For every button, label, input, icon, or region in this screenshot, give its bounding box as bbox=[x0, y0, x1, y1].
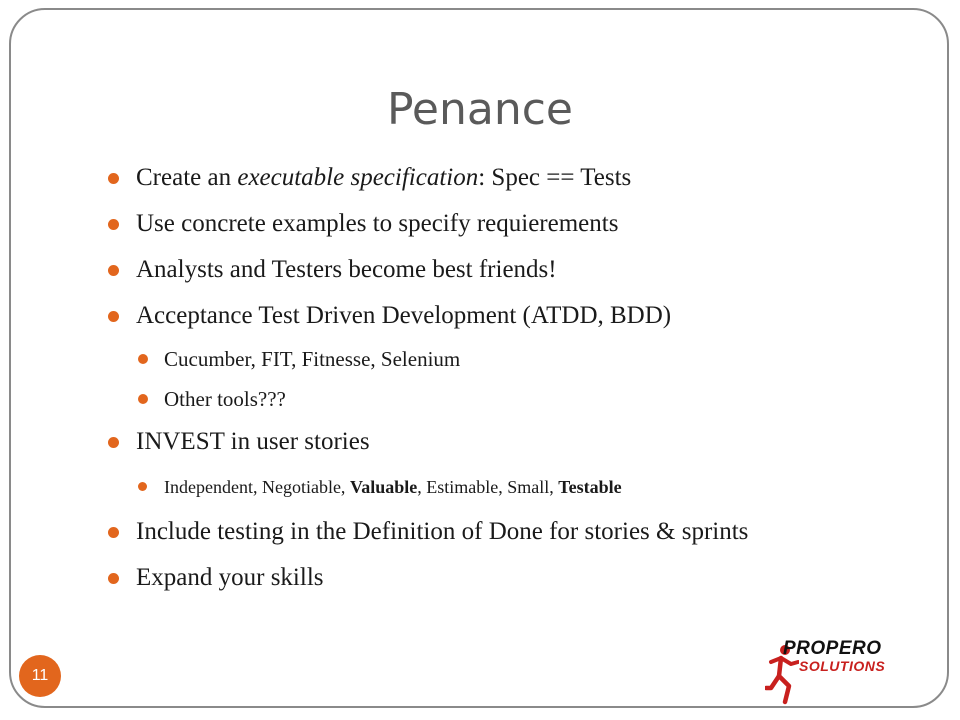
logo-subtitle: SOLUTIONS bbox=[799, 658, 886, 674]
page-number-badge: 11 bbox=[19, 655, 61, 697]
sub-bullet-bold: Testable bbox=[558, 477, 622, 497]
bullet-text: Create an bbox=[136, 164, 238, 191]
sub-bullet-item bbox=[108, 379, 938, 419]
bullet-item bbox=[108, 419, 938, 465]
sub-bullet-text: Independent, Negotiable, bbox=[164, 477, 350, 497]
bullet-text: Expand your skills bbox=[136, 564, 324, 591]
bullet-text: Analysts and Testers become best friends! bbox=[136, 256, 557, 283]
bullet-text: Include testing in the Definition of Done for stories & sprints bbox=[136, 518, 749, 545]
sub-bullet-text: , Estimable, Small, bbox=[417, 477, 559, 497]
sub-bullet-text: Cucumber, FIT, Fitnesse, Selenium bbox=[164, 347, 461, 371]
bullet-emphasis: executable specification bbox=[237, 164, 479, 191]
bullet-text: INVEST in user stories bbox=[136, 428, 370, 455]
bullet-list bbox=[108, 155, 938, 601]
sub-bullet-item bbox=[108, 465, 938, 509]
slide-title: Penance bbox=[386, 84, 574, 135]
bullet-item bbox=[108, 201, 938, 247]
sub-bullet-bold: Valuable bbox=[349, 477, 418, 497]
sub-bullet-item bbox=[108, 339, 938, 379]
bullet-text: Use concrete examples to specify requierements bbox=[136, 210, 619, 237]
bullet-text: Acceptance Test Driven Development (ATDD, BDD) bbox=[136, 302, 672, 329]
bullet-text: : Spec == Tests bbox=[478, 164, 632, 191]
bullet-item bbox=[108, 155, 938, 201]
bullet-item bbox=[108, 555, 938, 601]
bullet-item bbox=[108, 247, 938, 293]
sub-bullet-text: Other tools??? bbox=[164, 387, 286, 411]
bullet-item bbox=[108, 509, 938, 555]
logo-wordmark: PROPERO bbox=[783, 638, 882, 659]
bullet-item bbox=[108, 293, 938, 339]
propero-logo bbox=[765, 638, 915, 708]
